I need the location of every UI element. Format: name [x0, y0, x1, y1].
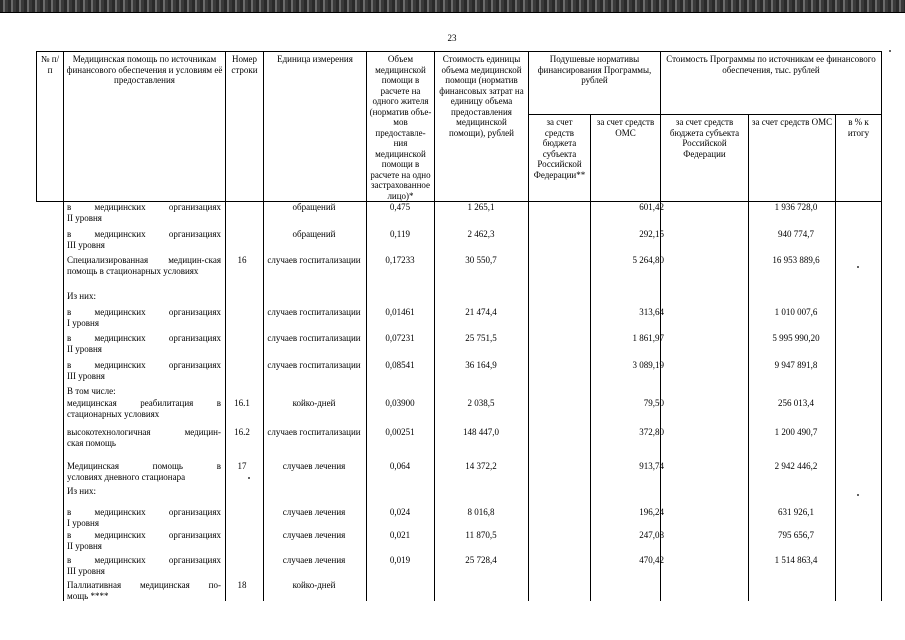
row-volume: 0,064: [389, 461, 411, 471]
header-line: Номер строки: [226, 52, 264, 202]
row-oms: 1 861,97: [632, 333, 664, 343]
row-name-cont: II уровня: [67, 213, 102, 223]
row-cost: 25 728,4: [465, 555, 497, 565]
header-program-cost: Стоимость Программы по источникам ее финансового обеспечения, тыс. рублей: [661, 52, 882, 115]
header-volume: Объем медицинской помощи в расчете на одного жителя (норматив объе-мов предоставле-ния медицинской помощи в расчете на одно застрахованное лицо)*: [367, 52, 435, 202]
header-pc-budget: за счет средств бюджета субъекта Российской Федерации**: [529, 115, 591, 202]
row-name-cont: III уровня: [67, 240, 105, 250]
row-total: 940 774,7: [778, 229, 814, 239]
row-volume: 0,03900: [385, 398, 415, 408]
row-volume: 0,01461: [385, 307, 415, 317]
row-name: в медицинских организациях: [67, 530, 221, 540]
row-oms: 5 264,80: [632, 255, 664, 265]
row-oms: 196,24: [639, 507, 664, 517]
row-name: в медицинских организациях: [67, 333, 221, 343]
row-unit: случаев госпитализации: [267, 427, 361, 437]
row-cost: 8 016,8: [467, 507, 495, 517]
row-oms: 913,74: [639, 461, 664, 471]
row-total: 631 926,1: [778, 507, 814, 517]
row-name: в медицинских организациях: [67, 555, 221, 565]
row-volume: 0,08541: [385, 360, 415, 370]
row-unit: случаев лечения: [282, 555, 346, 565]
row-cost: 30 550,7: [465, 255, 497, 265]
row-name: в медицинских организациях: [67, 202, 221, 212]
row-cost: 148 447,0: [463, 427, 499, 437]
row-name: медицинская реабилитация в: [67, 398, 221, 408]
row-name-cont: III уровня: [67, 566, 105, 576]
row-line: 16.2: [234, 427, 250, 437]
row-name-cont: ская помощь: [67, 438, 116, 448]
row-name: Паллиативная медицинская по-: [67, 580, 221, 590]
scan-speck: [248, 477, 250, 479]
header-per-capita: Подушевые нормативы финансирования Программы, рублей: [529, 52, 661, 115]
scan-speck: [857, 266, 859, 268]
row-name: в медицинских организациях: [67, 229, 221, 239]
row-cost: 21 474,4: [465, 307, 497, 317]
row-unit: обращений: [292, 229, 336, 239]
row-unit: случаев лечения: [282, 530, 346, 540]
row-unit: случаев госпитализации: [267, 307, 361, 317]
row-total: 795 656,7: [778, 530, 814, 540]
header-pc-oms: за счет средств ОМС: [591, 115, 661, 202]
row-name: Специализированная медицин-ская помощь в стационарных условиях: [67, 255, 221, 277]
row-name-cont: условиях дневного стационара: [67, 472, 186, 482]
row-name-cont: Из них:: [67, 291, 96, 301]
row-cost: 2 038,5: [467, 398, 495, 408]
row-oms: 372,80: [639, 427, 664, 437]
row-unit: случаев лечения: [282, 461, 346, 471]
row-unit: случаев госпитализации: [267, 333, 361, 343]
row-cost: 2 462,3: [467, 229, 495, 239]
row-line: 16.1: [234, 398, 250, 408]
row-total: 1 200 490,7: [774, 427, 818, 437]
row-oms: 601,42: [639, 202, 664, 212]
header-cost: Стоимость единицы объема медицинской помощи (норматив финансовых затрат на единицу объема предоставления медицинской помощи), рублей: [435, 52, 529, 202]
row-total: 5 995 990,20: [772, 333, 820, 343]
scan-speck: [857, 494, 859, 496]
row-name: в медицинских организациях: [67, 507, 221, 517]
row-name: в медицинских организациях: [67, 307, 221, 317]
row-oms: 79,50: [643, 398, 664, 408]
row-name-cont: II уровня: [67, 344, 102, 354]
row-line: 18: [237, 580, 247, 590]
row-cost: 36 164,9: [465, 360, 497, 370]
row-unit: койко-дней: [292, 580, 336, 590]
row-cost: 11 870,5: [465, 530, 497, 540]
row-volume: 0,119: [390, 229, 410, 239]
row-unit: обращений: [292, 202, 336, 212]
row-unit: случаев госпитализации: [267, 255, 361, 265]
row-volume: 0,024: [389, 507, 411, 517]
row-oms: 247,08: [639, 530, 664, 540]
row-name-cont: I уровня: [67, 518, 99, 528]
row-volume: 0,17233: [385, 255, 415, 265]
row-name: В том числе:: [67, 386, 116, 396]
row-total: 9 947 891,8: [774, 360, 818, 370]
row-total: 2 942 446,2: [774, 461, 818, 471]
row-volume: 0,00251: [385, 427, 415, 437]
header-name: Медицинская помощь по источникам финансового обеспечения и условиям её предоставления: [64, 52, 226, 202]
header-num: № п/п: [37, 52, 64, 202]
header-pr-budget: за счет средств бюджета субъекта Российской Федерации: [661, 115, 749, 202]
row-total: 256 013,4: [778, 398, 814, 408]
row-name-cont: III уровня: [67, 371, 105, 381]
row-name-cont: стационарных условиях: [67, 409, 160, 419]
row-total: 1 936 728,0: [774, 202, 818, 212]
row-name-cont: мощь ****: [67, 591, 109, 601]
header-pr-oms: за счет средств ОМС: [749, 115, 836, 202]
row-unit: койко-дней: [292, 398, 336, 408]
row-unit: случаев лечения: [282, 507, 346, 517]
row-unit: случаев госпитализации: [267, 360, 361, 370]
scan-speck: [889, 50, 891, 52]
row-name: в медицинских организациях: [67, 360, 221, 370]
row-total: 16 953 889,6: [772, 255, 820, 265]
row-volume: 0,019: [389, 555, 411, 565]
row-name: Из них:: [67, 486, 96, 496]
header-pr-percent: в % к итогу: [836, 115, 882, 202]
header-unit: Единица измерения: [264, 52, 367, 202]
row-cost: 25 751,5: [465, 333, 497, 343]
row-volume: 0,021: [389, 530, 411, 540]
row-volume: 0,07231: [385, 333, 415, 343]
row-cost: 1 265,1: [467, 202, 495, 212]
row-name-cont: II уровня: [67, 541, 102, 551]
row-cost: 14 372,2: [465, 461, 497, 471]
row-oms: 292,15: [639, 229, 664, 239]
row-name: Медицинская помощь в: [67, 461, 221, 471]
row-oms: 313,64: [639, 307, 664, 317]
row-total: 1 010 007,6: [774, 307, 818, 317]
row-volume: 0,475: [389, 202, 411, 212]
row-name-cont: I уровня: [67, 318, 99, 328]
row-oms: 470,42: [639, 555, 664, 565]
row-oms: 3 089,19: [632, 360, 664, 370]
row-name: высокотехнологичная медицин-: [67, 427, 221, 437]
row-line: 16: [237, 255, 247, 265]
row-line: 17: [237, 461, 247, 471]
page-number: 23: [447, 33, 457, 43]
row-total: 1 514 863,4: [774, 555, 818, 565]
